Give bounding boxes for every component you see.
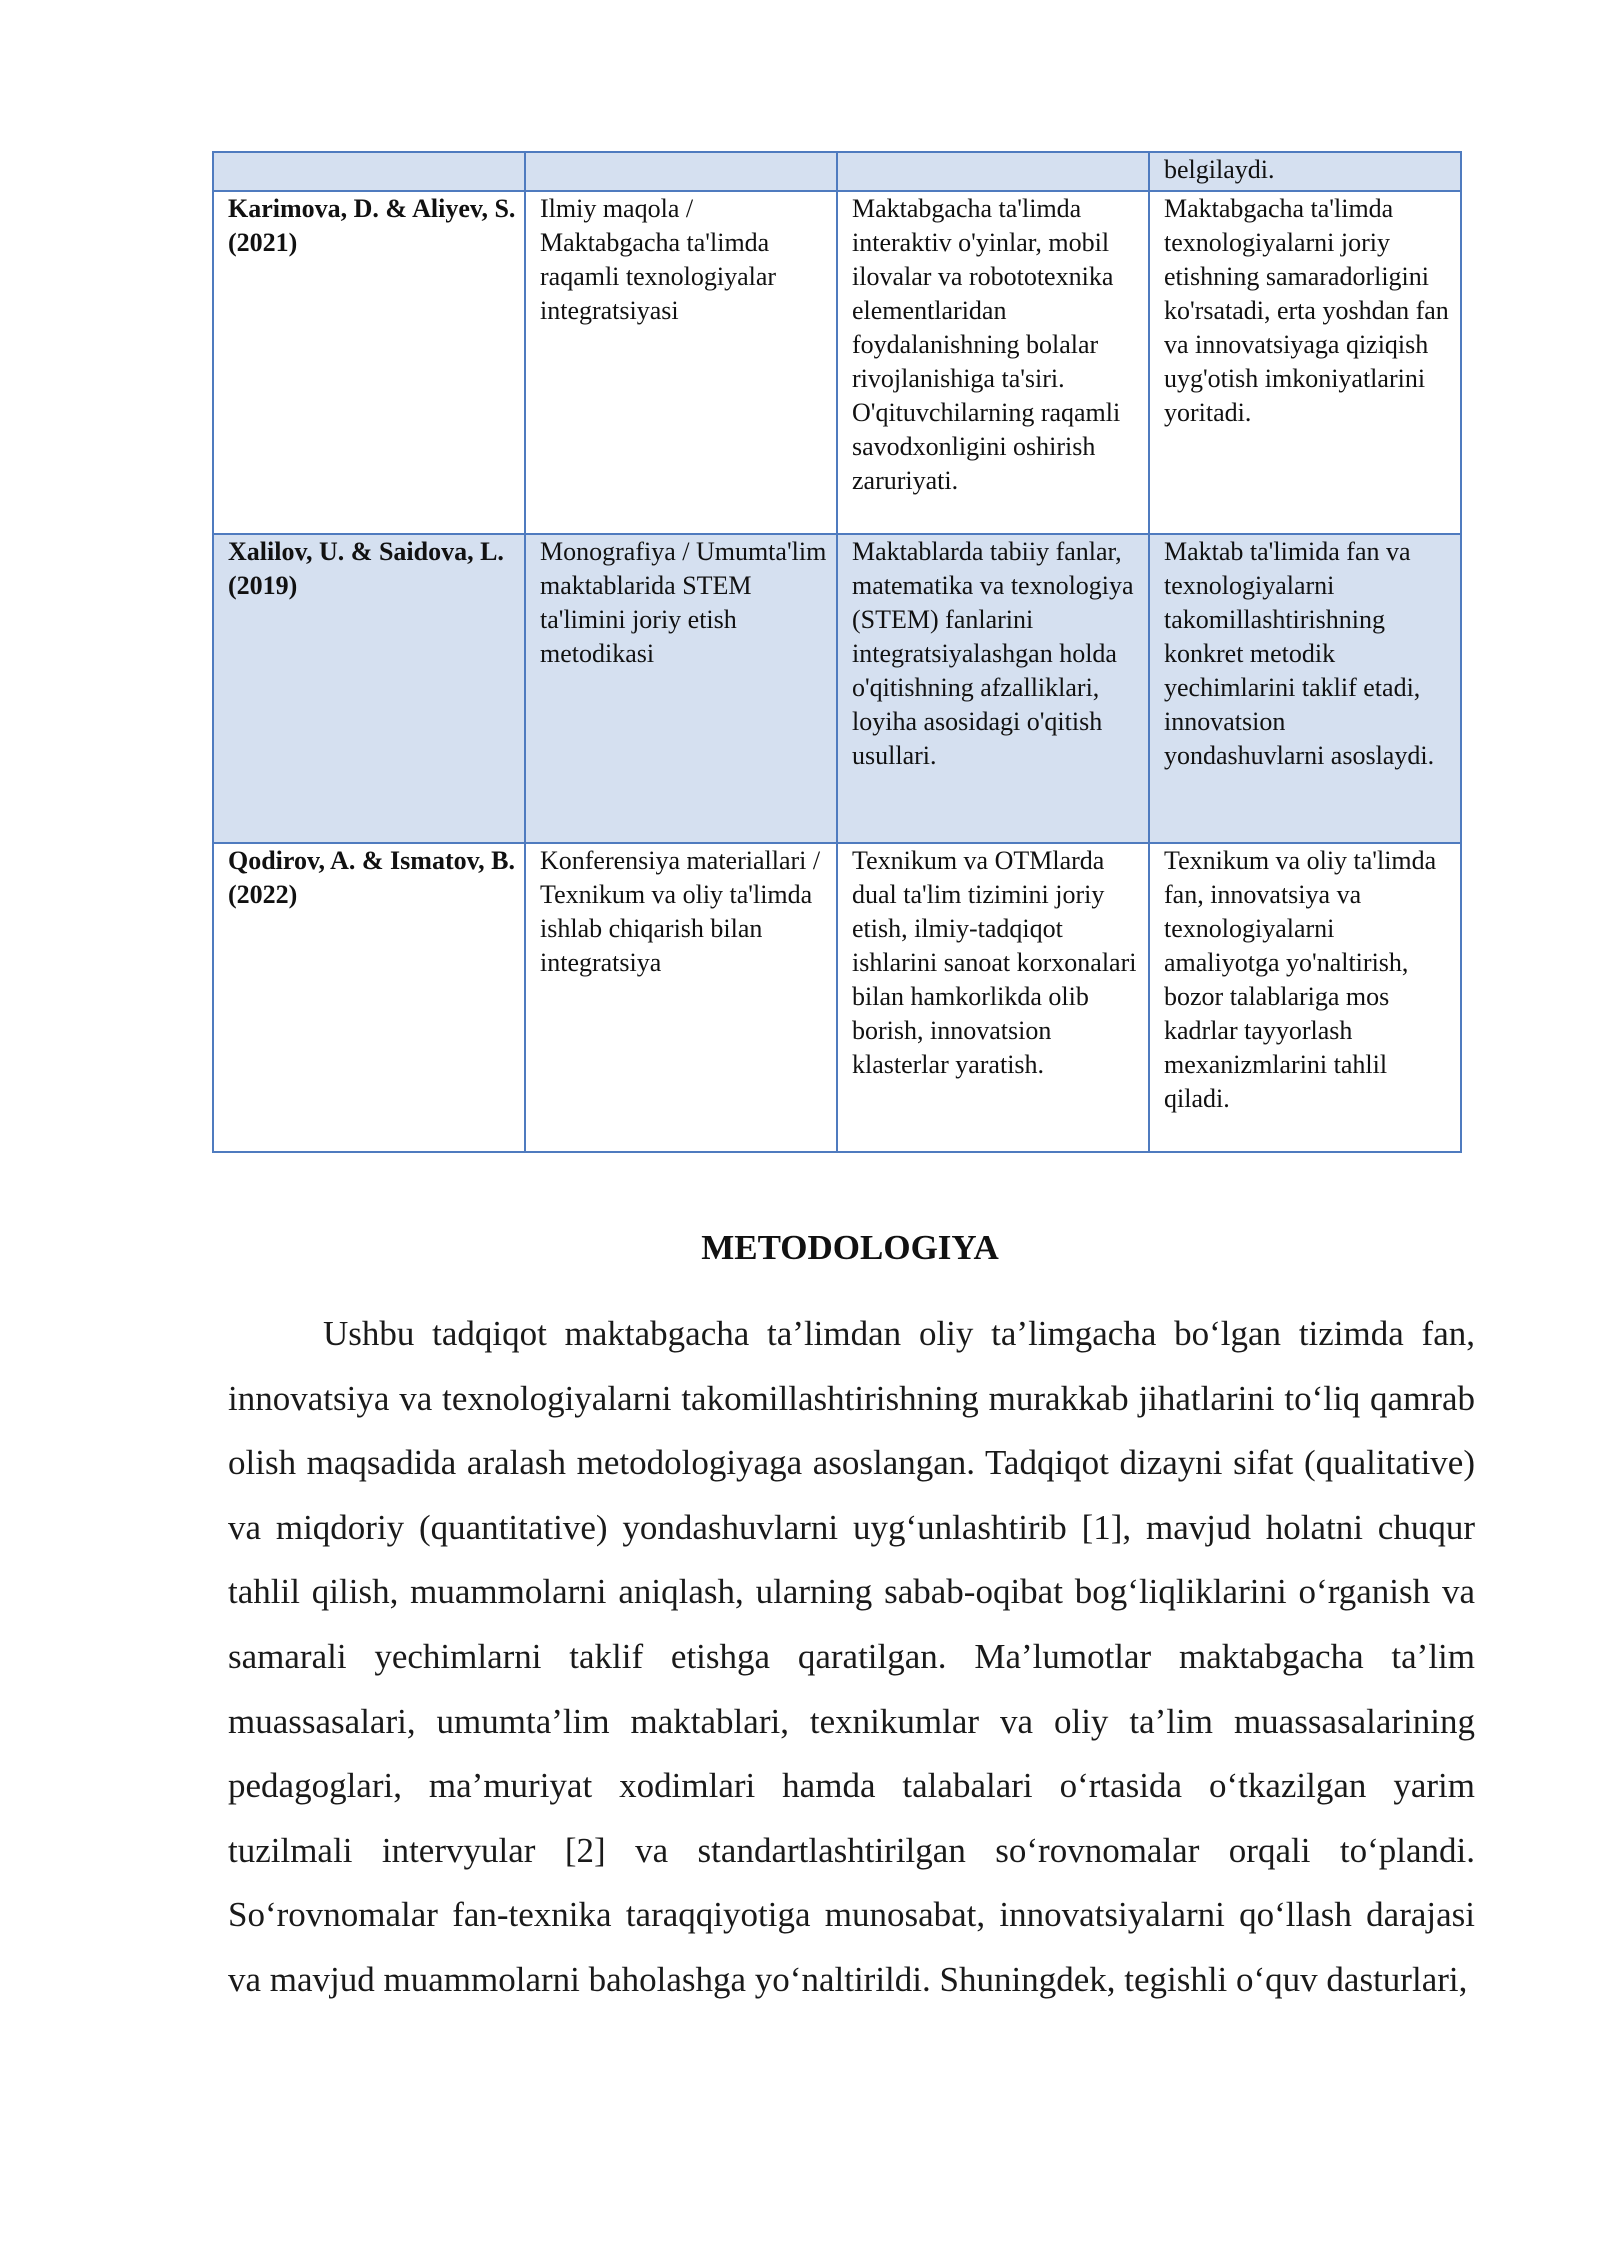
table-row: [213, 534, 1461, 843]
table-cell-author: Karimova, D. & Aliyev, S. (2021): [213, 191, 525, 534]
section-title: METODOLOGIYA: [701, 1228, 999, 1267]
table-row: [213, 843, 1461, 1152]
literature-review-table: [212, 151, 1462, 1153]
table-cell-content: [837, 152, 1149, 191]
table-cell-source: Monografiya / Umumta'lim maktablarida STEM ta'limini joriy etish metodikasi: [525, 534, 837, 843]
table-cell-source: Konferensiya materiallari / Texnikum va oliy ta'limda ishlab chiqarish bilan integratsiya: [525, 843, 837, 1152]
table-row: [213, 191, 1461, 534]
table-cell-content: Maktablarda tabiiy fanlar, matematika va texnologiya (STEM) fanlarini integratsiyalashgan holda o'qitishning afzalliklari, loyiha asosidagi o'qitish usullari.: [837, 534, 1149, 843]
table-cell-conclusion: belgilaydi.: [1149, 152, 1461, 191]
table-cell-author: Qodirov, A. & Ismatov, B. (2022): [213, 843, 525, 1152]
table-cell-content: Maktabgacha ta'limda interaktiv o'yinlar, mobil ilovalar va robototexnika elementlaridan foydalanishning bolalar rivojlanishiga ta'siri. O'qituvchilarning raqamli savodxonligini oshirish zaruriyati.: [837, 191, 1149, 534]
table-cell-source: Ilmiy maqola / Maktabgacha ta'limda raqamli texnologiyalar integratsiyasi: [525, 191, 837, 534]
table-cell-content: Texnikum va OTMlarda dual ta'lim tizimini joriy etish, ilmiy-tadqiqot ishlarini sanoat korxonalari bilan hamkorlikda olib borish, innovatsion klasterlar yaratish.: [837, 843, 1149, 1152]
body-paragraph: Ushbu tadqiqot maktabgacha ta’limdan oliy ta’limgacha bo‘lgan tizimda fan, innovatsiya va texnologiyalarni takomillashtirishning murakkab jihatlarini to‘liq qamrab olish maqsadida aralash metodologiyaga asoslangan. Tadqiqot dizayni sifat (qualitative) va miqdoriy (quantitative) yondashuvlarni uyg‘unlashtirib [1], mavjud holatni chuqur tahlil qilish, muammolarni aniqlash, ularning sabab-oqibat bog‘liqliklarini o‘rganish va samarali yechimlarni taklif etishga qaratilgan. Ma’lumotlar maktabgacha ta’lim muassasalari, umumta’lim maktablari, texnikumlar va oliy ta’lim muassasalarining pedagoglari, ma’muriyat xodimlari hamda talabalari o‘rtasida o‘tkazilgan yarim tuzilmali intervyular [2] va standartlashtirilgan so‘rovnomalar orqali to‘plandi. So‘rovnomalar fan-texnika taraqqiyotiga munosabat, innovatsiyalarni qo‘llash darajasi va mavjud muammolarni baholashga yo‘naltirildi. Shuningdek, tegishli o‘quv dasturlari,: [228, 1314, 1475, 1999]
table-cell-conclusion: Maktab ta'limida fan va texnologiyalarni takomillashtirishning konkret metodik yechimlarini taklif etadi, innovatsion yondashuvlarni asoslaydi.: [1149, 534, 1461, 843]
table-row: [213, 152, 1461, 191]
table-cell-conclusion: Texnikum va oliy ta'limda fan, innovatsiya va texnologiyalarni amaliyotga yo'naltirish, bozor talablariga mos kadrlar tayyorlash mexanizmlarini tahlil qiladi.: [1149, 843, 1461, 1152]
table-cell-conclusion: Maktabgacha ta'limda texnologiyalarni joriy etishning samaradorligini ko'rsatadi, erta yoshdan fan va innovatsiyaga qiziqish uyg'otish imkoniyatlarini yoritadi.: [1149, 191, 1461, 534]
table-cell-author: Xalilov, U. & Saidova, L. (2019): [213, 534, 525, 843]
table-cell-source: [525, 152, 837, 191]
table-cell-author: [213, 152, 525, 191]
